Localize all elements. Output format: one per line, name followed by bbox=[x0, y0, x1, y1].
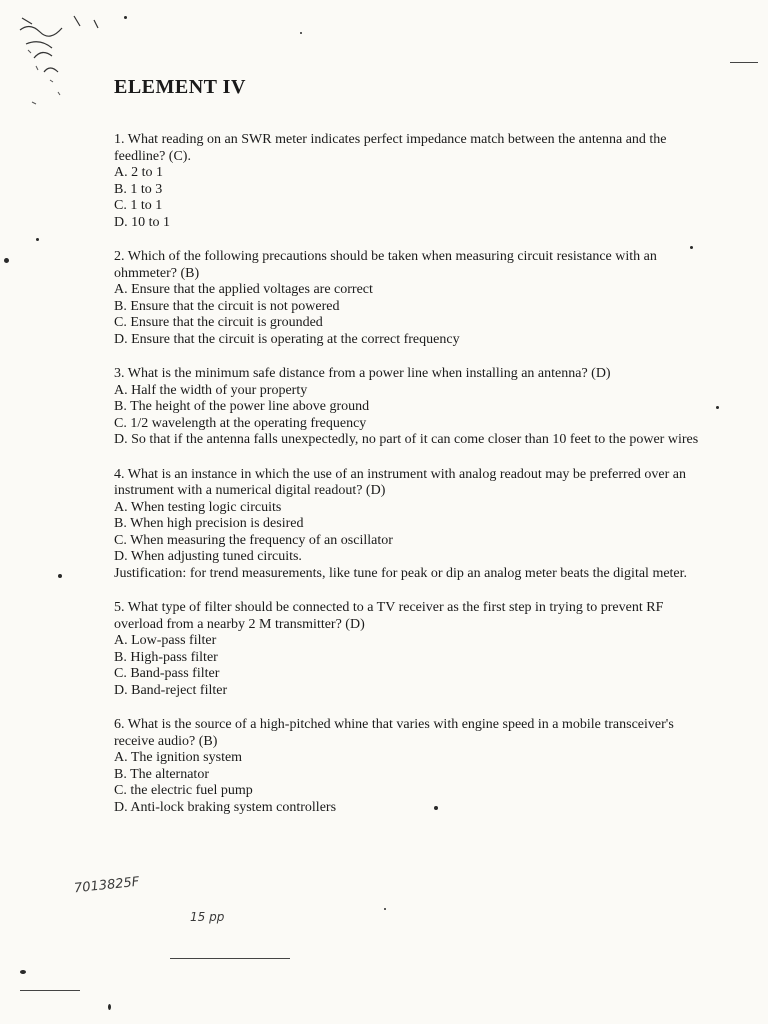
question-text: 2. Which of the following precautions should be taken when measuring circuit resistance with an ohmmeter? (B) bbox=[114, 249, 657, 281]
option-list bbox=[114, 500, 714, 566]
justification-note: Justification: for trend measurements, like tune for peak or dip an analog meter beats the digital meter. bbox=[114, 565, 688, 581]
option-a: A. 2 to 1 bbox=[114, 165, 163, 180]
option-c: C. When measuring the frequency of an oscillator bbox=[114, 532, 393, 548]
option-a: A. Ensure that the applied voltages are correct bbox=[114, 282, 373, 297]
scan-dash bbox=[730, 62, 758, 63]
scan-speck bbox=[716, 406, 719, 409]
option-b: B. When high precision is desired bbox=[114, 516, 304, 531]
question-1 bbox=[114, 132, 714, 231]
option-a: A. When testing logic circuits bbox=[114, 499, 282, 515]
scan-dash bbox=[170, 958, 290, 959]
question-6 bbox=[114, 717, 714, 816]
option-b: B. The height of the power line above ground bbox=[114, 399, 370, 414]
option-list bbox=[114, 165, 714, 231]
option-c: C. Ensure that the circuit is grounded bbox=[114, 315, 323, 330]
option-d: D. When adjusting tuned circuits. bbox=[114, 549, 302, 564]
question-5 bbox=[114, 600, 714, 699]
option-a: A. Half the width of your property bbox=[114, 382, 308, 398]
option-c: C. 1/2 wavelength at the operating frequency bbox=[114, 415, 367, 431]
question-list bbox=[114, 132, 714, 834]
scan-speck bbox=[384, 908, 386, 910]
page-title: ELEMENT IV bbox=[114, 76, 246, 98]
option-c: C. the electric fuel pump bbox=[114, 783, 253, 798]
question-text: 3. What is the minimum safe distance from a power line when installing an antenna? (D) bbox=[114, 366, 611, 381]
option-a: A. Low-pass filter bbox=[114, 633, 217, 648]
option-b: B. High-pass filter bbox=[114, 649, 218, 665]
scribble-mark bbox=[14, 10, 124, 120]
question-3 bbox=[114, 366, 714, 449]
option-list bbox=[114, 633, 714, 699]
scan-speck bbox=[124, 16, 127, 19]
handwritten-note: 7013825F bbox=[73, 874, 140, 897]
scan-speck bbox=[108, 1004, 111, 1010]
scan-dash bbox=[20, 990, 80, 991]
option-d: D. Anti-lock braking system controllers bbox=[114, 799, 337, 815]
option-c: C. 1 to 1 bbox=[114, 198, 163, 213]
option-c: C. Band-pass filter bbox=[114, 666, 220, 681]
handwritten-page-count: 15 pp bbox=[190, 910, 225, 924]
option-b: B. The alternator bbox=[114, 766, 209, 782]
scan-speck bbox=[20, 970, 26, 974]
scan-speck bbox=[36, 238, 39, 241]
question-text: 4. What is an instance in which the use of an instrument with analog readout may be preferred over an instrument with a numerical digital readout? (D) bbox=[114, 466, 686, 498]
scan-speck bbox=[300, 32, 302, 34]
option-list bbox=[114, 282, 714, 348]
option-a: A. The ignition system bbox=[114, 750, 243, 765]
option-d: D. 10 to 1 bbox=[114, 214, 170, 230]
option-b: B. Ensure that the circuit is not powered bbox=[114, 298, 340, 314]
option-list bbox=[114, 750, 714, 816]
option-d: D. Ensure that the circuit is operating at the correct frequency bbox=[114, 331, 460, 347]
question-2 bbox=[114, 249, 714, 348]
option-list bbox=[114, 383, 714, 449]
option-d: D. So that if the antenna falls unexpectedly, no part of it can come closer than 10 feet to the power wires bbox=[114, 432, 699, 447]
option-b: B. 1 to 3 bbox=[114, 181, 163, 197]
scan-speck bbox=[4, 258, 9, 263]
question-4 bbox=[114, 467, 714, 583]
question-text: 5. What type of filter should be connected to a TV receiver as the first step in trying to prevent RF overload from a nearby 2 M transmitter? (D) bbox=[114, 600, 664, 632]
question-text: 6. What is the source of a high-pitched whine that varies with engine speed in a mobile transceiver's receive audio? (B) bbox=[114, 717, 674, 749]
question-text: 1. What reading on an SWR meter indicates perfect impedance match between the antenna and the feedline? (C). bbox=[114, 132, 667, 164]
scan-speck bbox=[58, 574, 62, 578]
option-d: D. Band-reject filter bbox=[114, 682, 228, 698]
